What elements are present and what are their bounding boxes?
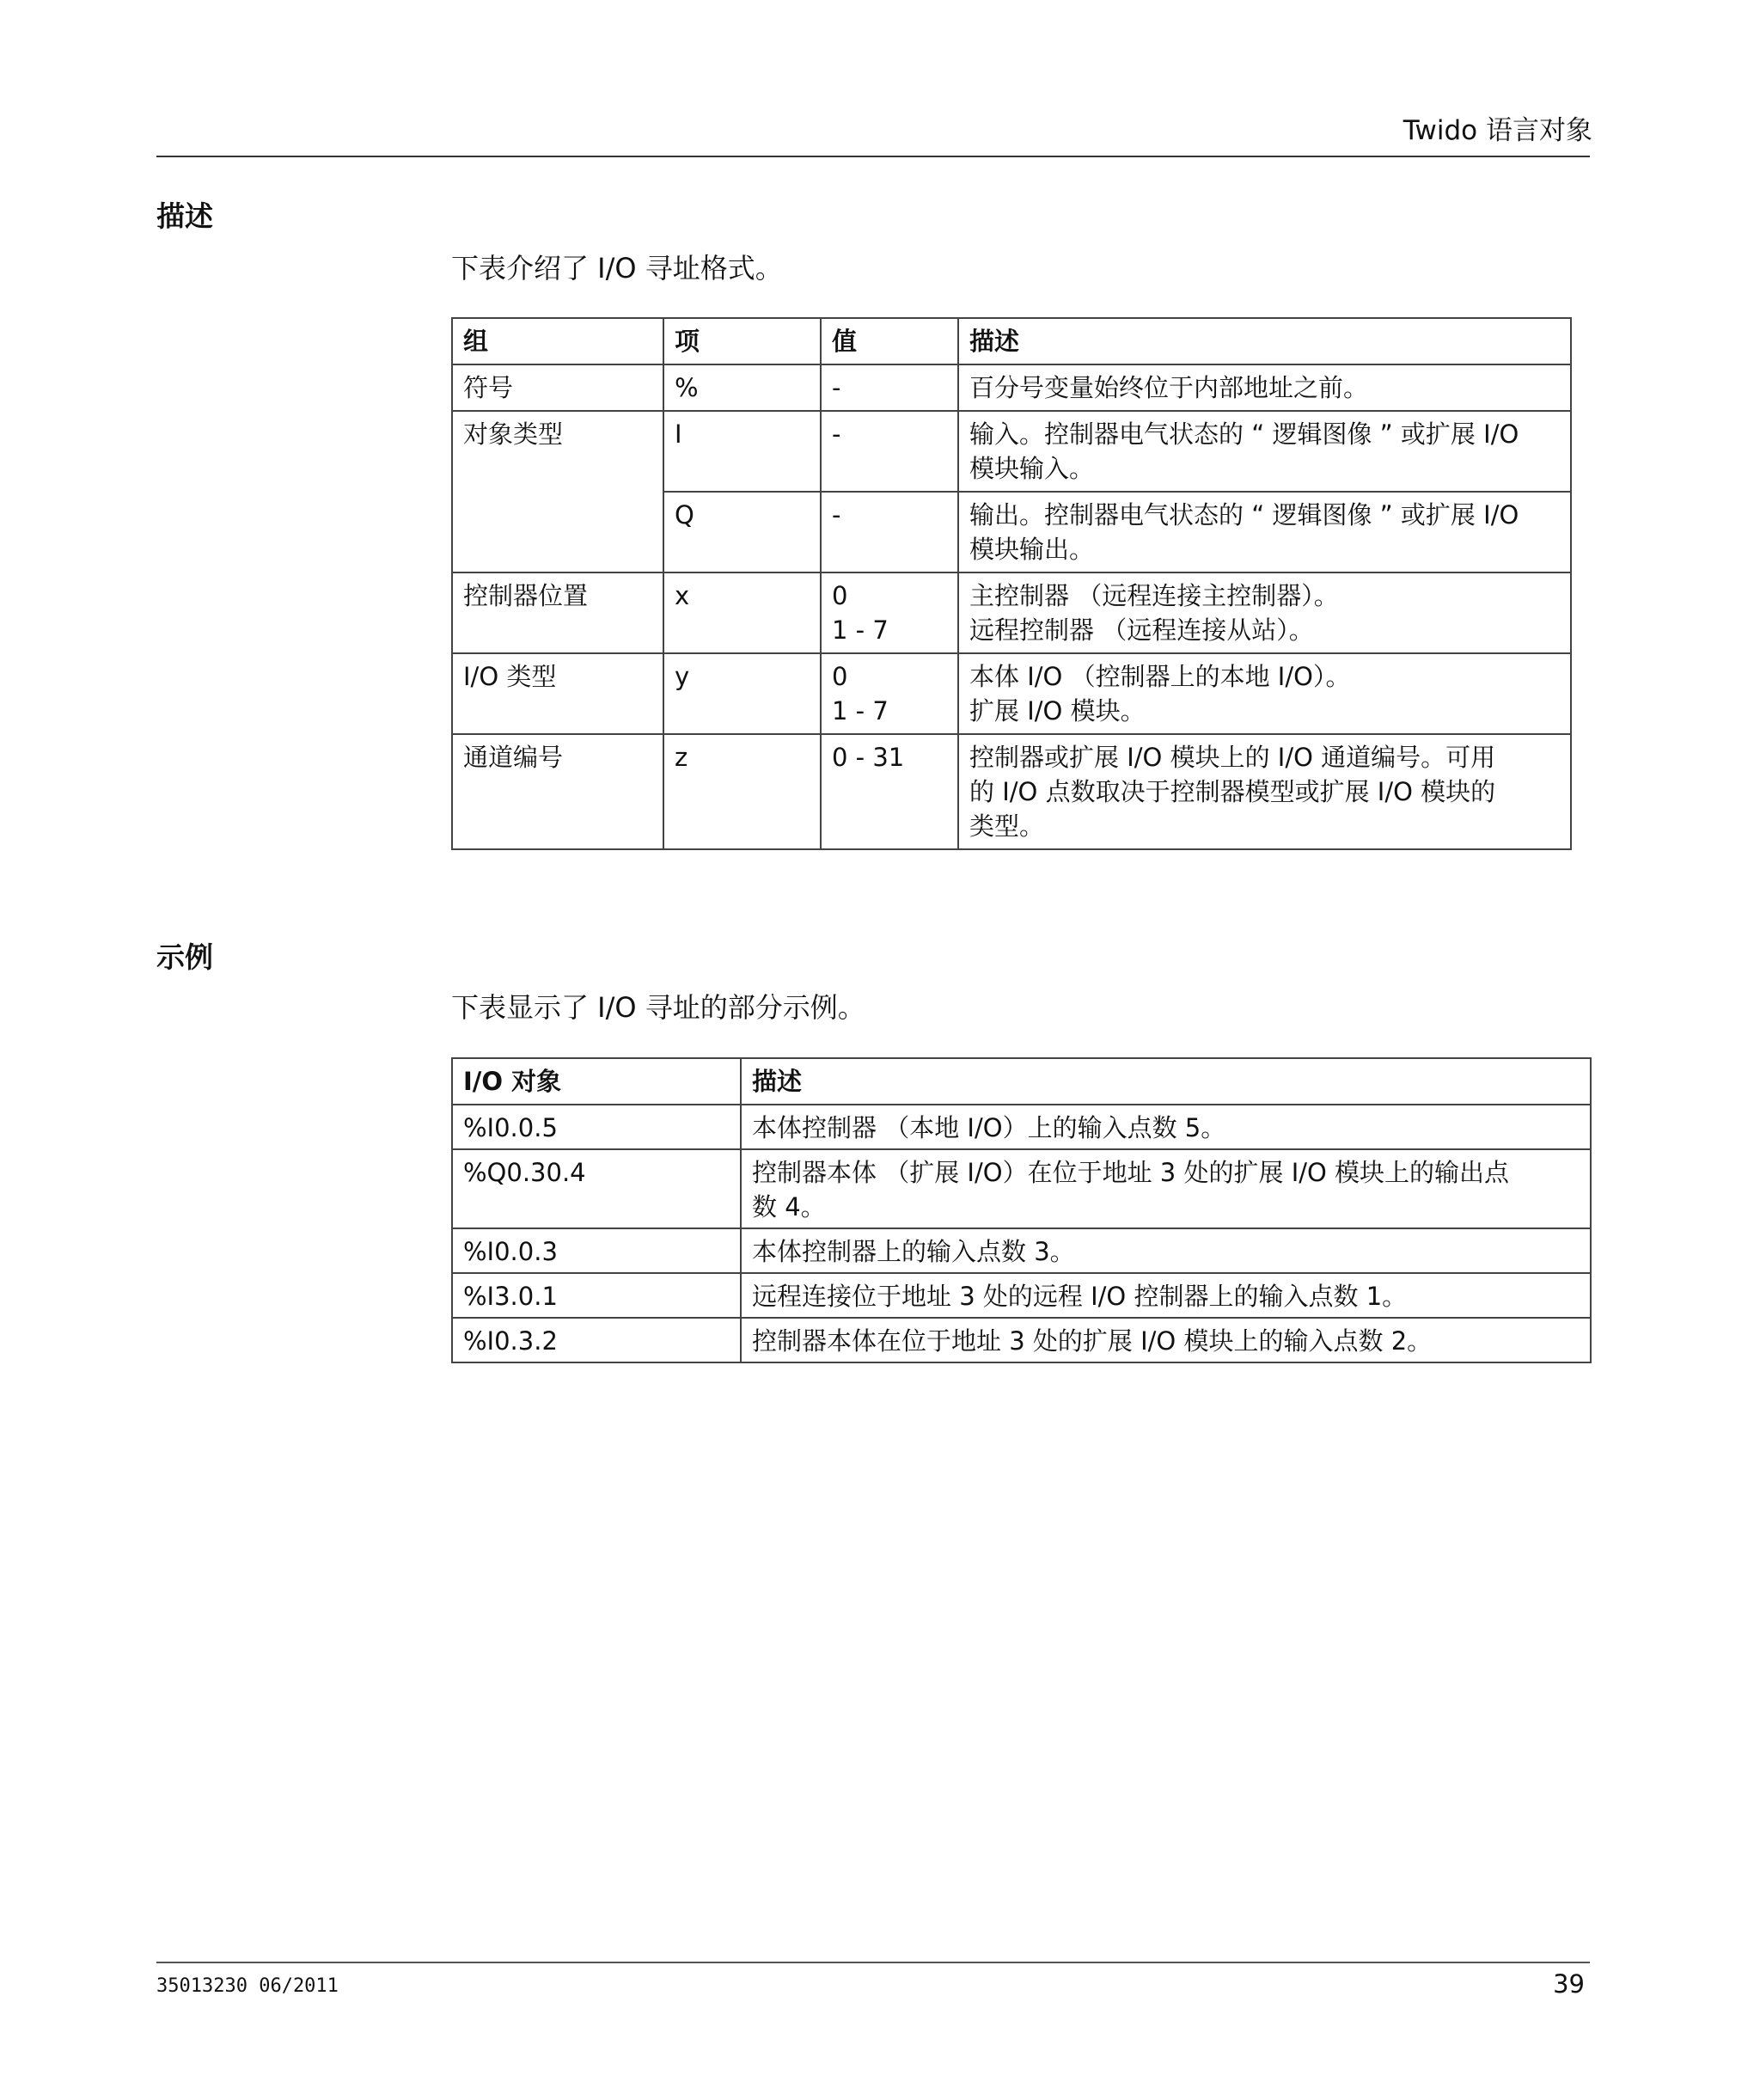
section-heading-description: 描述 — [156, 199, 213, 233]
table-row — [452, 1228, 1591, 1273]
table-row — [452, 1318, 1591, 1362]
cell-description-line: 的 I/O 点数取决于控制器模型或扩展 I/O 模块的 — [969, 777, 1496, 806]
cell-description-line: 本体控制器上的输入点数 3。 — [752, 1237, 1075, 1266]
cell-io-object: %I0.0.3 — [452, 1228, 741, 1273]
cell-description-line: 类型。 — [969, 811, 1045, 841]
cell-description — [741, 1318, 1591, 1362]
cell-description-line: 百分号变量始终位于内部地址之前。 — [969, 373, 1369, 402]
table-header-row — [452, 318, 1571, 364]
cell-group: 控制器位置 — [452, 572, 663, 653]
cell-group: 通道编号 — [452, 734, 663, 849]
cell-value — [821, 734, 958, 849]
cell-description-line: 模块输出。 — [969, 535, 1095, 564]
cell-value-line: 0 - 31 — [832, 743, 905, 772]
cell-item: y — [663, 653, 821, 734]
section-heading-examples: 示例 — [156, 940, 213, 974]
table-row — [452, 411, 1571, 492]
cell-description — [958, 411, 1571, 492]
cell-description-line: 本体 I/O （控制器上的本地 I/O）。 — [969, 662, 1351, 691]
cell-value-line: - — [832, 500, 841, 530]
cell-value-line: 0 — [832, 581, 848, 610]
page-number: 39 — [1553, 1969, 1585, 1999]
cell-description — [958, 653, 1571, 734]
table-row — [452, 734, 1571, 849]
column-header-description: 描述 — [741, 1058, 1591, 1105]
cell-group: I/O 类型 — [452, 653, 663, 734]
cell-description — [741, 1228, 1591, 1273]
cell-group: 对象类型 — [452, 411, 663, 572]
cell-value-line: - — [832, 373, 841, 402]
cell-description — [741, 1273, 1591, 1318]
cell-description-line: 输出。控制器电气状态的 “ 逻辑图像 ” 或扩展 I/O — [969, 500, 1519, 530]
cell-description — [958, 572, 1571, 653]
footer-rule — [156, 1962, 1590, 1963]
cell-description-line: 主控制器 （远程连接主控制器）。 — [969, 581, 1339, 610]
cell-description-line: 本体控制器 （本地 I/O）上的输入点数 5。 — [752, 1113, 1226, 1142]
running-header-title: Twido 语言对象 — [1402, 115, 1592, 146]
io-address-examples-table — [451, 1057, 1592, 1363]
cell-value-line: - — [832, 419, 841, 449]
cell-description — [741, 1105, 1591, 1149]
cell-value — [821, 364, 958, 411]
cell-group: 符号 — [452, 364, 663, 411]
cell-description-line: 数 4。 — [752, 1192, 826, 1221]
cell-io-object: %I0.0.5 — [452, 1105, 741, 1149]
cell-item: Q — [663, 492, 821, 572]
cell-value — [821, 492, 958, 572]
cell-value — [821, 411, 958, 492]
cell-value-line: 1 - 7 — [832, 615, 889, 645]
table-header-row — [452, 1058, 1591, 1105]
cell-value-line: 0 — [832, 662, 848, 691]
cell-item: z — [663, 734, 821, 849]
cell-value-line: 1 - 7 — [832, 696, 889, 726]
cell-item: x — [663, 572, 821, 653]
footer-document-number: 35013230 06/2011 — [156, 1975, 339, 1997]
cell-item: % — [663, 364, 821, 411]
column-header-group: 组 — [452, 318, 663, 364]
cell-description-line: 模块输入。 — [969, 454, 1095, 483]
section-examples-intro: 下表显示了 I/O 寻址的部分示例。 — [451, 991, 865, 1024]
cell-description-line: 控制器本体 （扩展 I/O）在位于地址 3 处的扩展 I/O 模块上的输出点 — [752, 1158, 1510, 1187]
header-rule — [156, 156, 1590, 157]
table-row — [452, 1105, 1591, 1149]
table-row — [452, 653, 1571, 734]
cell-value — [821, 653, 958, 734]
table-row — [452, 1149, 1591, 1228]
io-address-format-table — [451, 317, 1572, 850]
cell-description-line: 控制器本体在位于地址 3 处的扩展 I/O 模块上的输入点数 2。 — [752, 1326, 1433, 1356]
cell-description-line: 扩展 I/O 模块。 — [969, 696, 1146, 726]
column-header-value: 值 — [821, 318, 958, 364]
table-row — [452, 572, 1571, 653]
cell-io-object: %I3.0.1 — [452, 1273, 741, 1318]
table-row — [452, 364, 1571, 411]
cell-description-line: 控制器或扩展 I/O 模块上的 I/O 通道编号。可用 — [969, 743, 1496, 772]
cell-io-object: %I0.3.2 — [452, 1318, 741, 1362]
column-header-item: 项 — [663, 318, 821, 364]
cell-description — [741, 1149, 1591, 1228]
cell-description-line: 输入。控制器电气状态的 “ 逻辑图像 ” 或扩展 I/O — [969, 419, 1519, 449]
cell-description — [958, 492, 1571, 572]
cell-value — [821, 572, 958, 653]
cell-description — [958, 734, 1571, 849]
cell-item: I — [663, 411, 821, 492]
cell-description-line: 远程连接位于地址 3 处的远程 I/O 控制器上的输入点数 1。 — [752, 1282, 1408, 1311]
column-header-description: 描述 — [958, 318, 1571, 364]
table-row — [452, 1273, 1591, 1318]
cell-description — [958, 364, 1571, 411]
column-header-io-object: I/O 对象 — [452, 1058, 741, 1105]
cell-io-object: %Q0.30.4 — [452, 1149, 741, 1228]
cell-description-line: 远程控制器 （远程连接从站）。 — [969, 615, 1314, 645]
section-description-intro: 下表介绍了 I/O 寻址格式。 — [451, 252, 783, 285]
